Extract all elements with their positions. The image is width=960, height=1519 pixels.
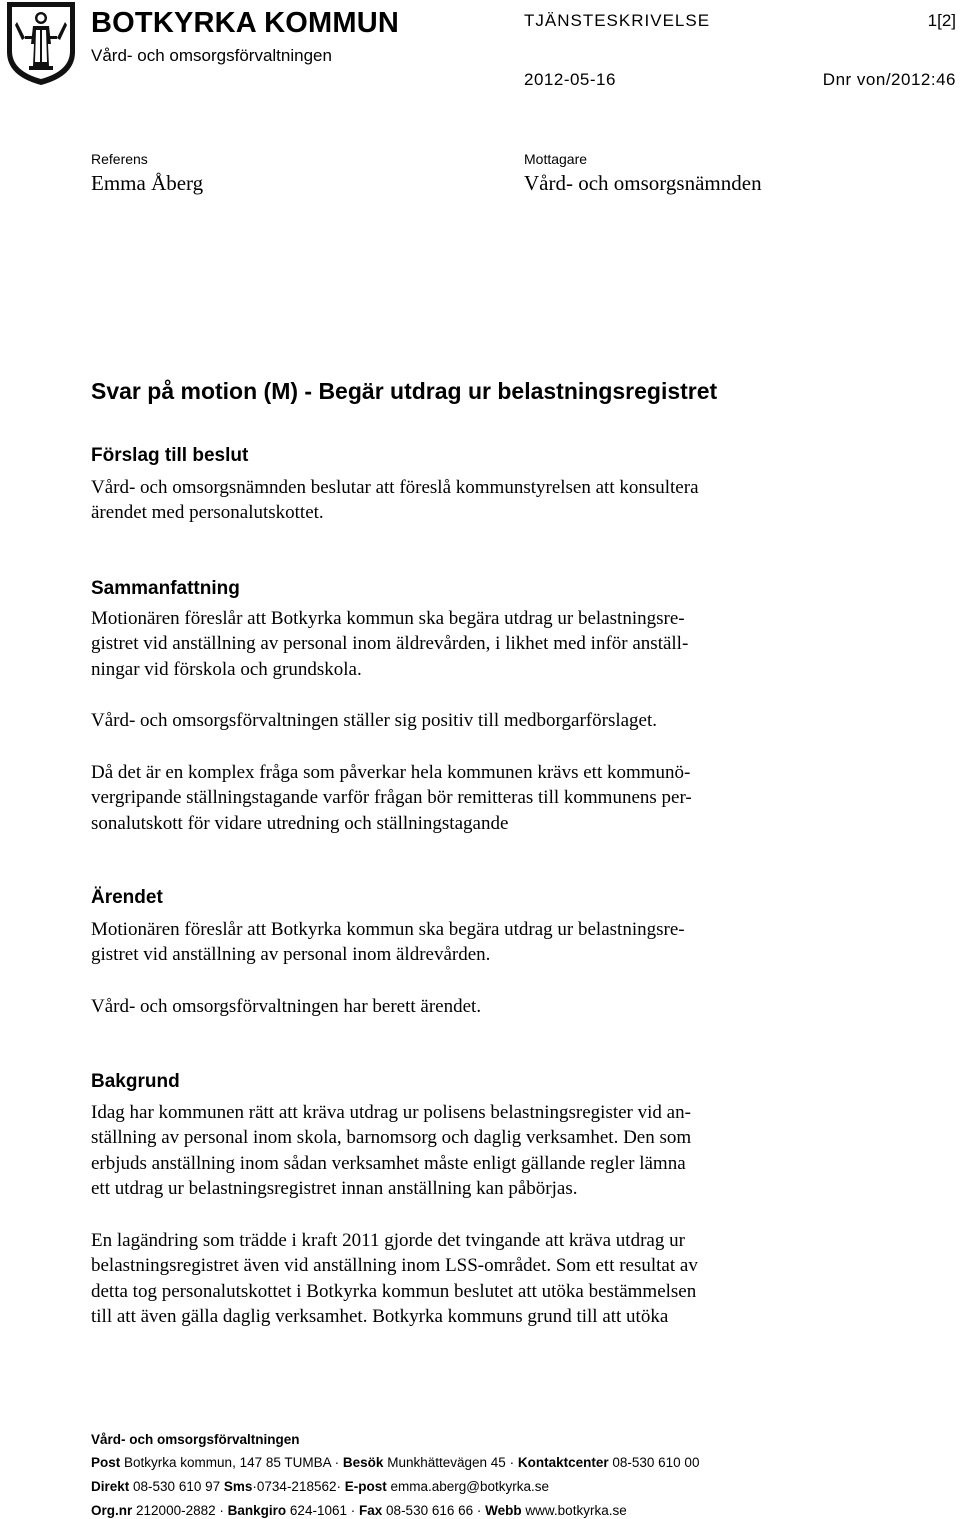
paragraph-sammanfattning-3	[91, 760, 851, 836]
coat-of-arms-icon	[5, 0, 77, 86]
footer-separator: ·	[509, 1455, 515, 1470]
text-line: En lagändring som trädde i kraft 2011 gjorde det tvingande att kräva utdrag ur	[91, 1230, 685, 1251]
reference-value: Emma Åberg	[91, 171, 204, 195]
recipient-label: Mottagare	[524, 151, 588, 167]
paragraph-forslag	[91, 475, 851, 526]
footer-orgnr-label: Org.nr	[91, 1503, 133, 1518]
document-date: 2012-05-16	[524, 70, 616, 89]
text-line: belastningsregistret även vid anställning inom LSS-området. Som ett resultat av	[91, 1255, 698, 1277]
document-title: Svar på motion (M) - Begär utdrag ur belastningsregistret	[91, 378, 718, 404]
footer-direct-label: Direkt	[91, 1479, 130, 1494]
footer-orgnr-value: 212000-2882	[136, 1503, 216, 1518]
footer-email-value: emma.aberg@botkyrka.se	[390, 1479, 550, 1494]
footer-email-label: E-post	[344, 1479, 387, 1494]
footer-department: Vård- och omsorgsförvaltningen	[91, 1432, 300, 1447]
section-heading-bakgrund: Bakgrund	[91, 1071, 180, 1092]
footer-bankgiro-value: 624-1061	[289, 1503, 347, 1518]
text-line: detta tog personalutskottet i Botkyrka kommun beslutet att utöka bestämmelsen	[91, 1280, 697, 1302]
text-line: ett utdrag ur belastningsregistret innan anställning kan påbörjas.	[91, 1178, 578, 1200]
footer-visit-label: Besök	[342, 1455, 384, 1470]
footer-separator: ·	[219, 1503, 224, 1518]
paragraph-sammanfattning-1	[91, 606, 851, 682]
footer-separator: ·	[476, 1503, 482, 1518]
footer-line-direct	[91, 1479, 549, 1495]
text-line: Vård- och omsorgsförvaltningen ställer sig positiv till medborgarförslaget.	[91, 710, 658, 731]
footer-separator: ·	[252, 1479, 257, 1494]
footer-direct-value: 08-530 610 97	[133, 1479, 221, 1494]
text-line: till att även gälla daglig verksamhet. Botkyrka kommuns grund till att utöka	[91, 1306, 669, 1328]
paragraph-sammanfattning-2	[91, 708, 851, 733]
section-heading-forslag: Förslag till beslut	[91, 445, 249, 466]
document-dnr: Dnr von/2012:46	[822, 70, 956, 89]
text-line: vergripande ställningstagande varför frågan bör remitteras till kommunens per-	[91, 787, 692, 809]
page-number: 1[2]	[927, 11, 956, 30]
text-line: gistret vid anställning av personal inom äldrevården, i likhet med inför anställ-	[91, 633, 689, 655]
recipient-value: Vård- och omsorgsnämnden	[524, 171, 762, 195]
text-line: Vård- och omsorgsnämnden beslutar att föreslå kommunstyrelsen att konsultera	[91, 477, 699, 498]
text-line: Vård- och omsorgsförvaltningen har berett ärendet.	[91, 996, 482, 1017]
footer-post-label: Post	[91, 1455, 121, 1470]
paragraph-bakgrund-1	[91, 1100, 851, 1202]
footer-separator: ·	[336, 1479, 341, 1494]
footer-fax-value: 08-530 616 66	[386, 1503, 474, 1518]
footer-visit-value: Munkhättevägen 45	[387, 1455, 506, 1470]
footer-web-label: Webb	[485, 1503, 522, 1518]
footer-bankgiro-label: Bankgiro	[227, 1503, 287, 1518]
document-type: TJÄNSTESKRIVELSE	[524, 11, 711, 30]
text-line: Motionären föreslår att Botkyrka kommun ska begära utdrag ur belastningsre-	[91, 608, 685, 629]
footer-contact-value: 08-530 610 00	[612, 1455, 700, 1470]
section-heading-sammanfattning: Sammanfattning	[91, 578, 240, 599]
org-name: BOTKYRKA KOMMUN	[91, 7, 400, 39]
footer-separator: ·	[350, 1503, 356, 1518]
footer-sms-value: 0734-218562	[256, 1479, 337, 1494]
org-department: Vård- och omsorgsförvaltningen	[91, 46, 332, 65]
footer-contact-label: Kontaktcenter	[517, 1455, 609, 1470]
footer-web-value: www.botkyrka.se	[525, 1503, 627, 1518]
footer-fax-label: Fax	[359, 1503, 383, 1518]
text-line: gistret vid anställning av personal inom äldrevården.	[91, 944, 491, 966]
text-line: ställning av personal inom skola, barnomsorg och daglig verksamhet. Den som	[91, 1127, 692, 1149]
paragraph-arendet-2	[91, 994, 851, 1019]
paragraph-arendet-1	[91, 917, 851, 968]
text-line: Motionären föreslår att Botkyrka kommun ska begära utdrag ur belastningsre-	[91, 919, 685, 940]
footer-post-value: Botkyrka kommun, 147 85 TUMBA	[124, 1455, 331, 1470]
paragraph-bakgrund-2	[91, 1228, 851, 1330]
text-line: Då det är en komplex fråga som påverkar hela kommunen krävs ett kommunö-	[91, 762, 691, 783]
text-line: sonalutskott för vidare utredning och ställningstagande	[91, 812, 509, 834]
footer-sms-label: Sms	[223, 1479, 253, 1494]
footer-separator: ·	[334, 1455, 340, 1470]
section-heading-arendet: Ärendet	[91, 887, 163, 908]
footer-line-post	[91, 1455, 699, 1471]
reference-label: Referens	[91, 151, 148, 167]
text-line: ärendet med personalutskottet.	[91, 502, 324, 524]
text-line: ningar vid förskola och grundskola.	[91, 658, 362, 680]
footer-line-org	[91, 1503, 627, 1519]
text-line: Idag har kommunen rätt att kräva utdrag ur polisens belastningsregister vid an-	[91, 1102, 691, 1123]
text-line: erbjuds anställning inom sådan verksamhet måste enligt gällande regler lämna	[91, 1152, 686, 1174]
